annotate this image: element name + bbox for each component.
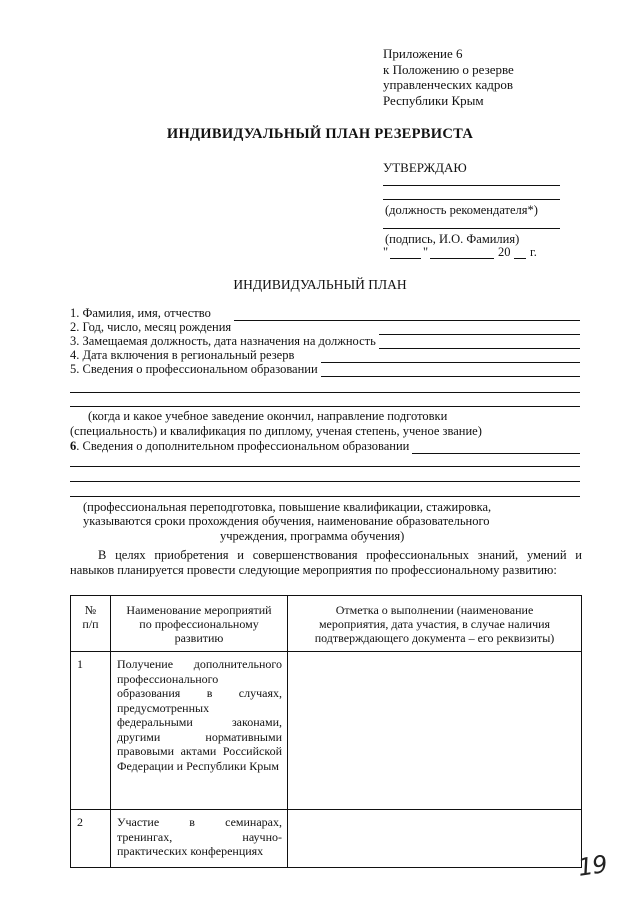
row-number: 2: [71, 810, 111, 868]
education-note: (специальность) и квалификация по диплому, ученая степень, ученое звание): [70, 424, 482, 438]
row-number: 1: [71, 652, 111, 810]
document-title: ИНДИВИДУАЛЬНЫЙ ПЛАН РЕЗЕРВИСТА: [166, 126, 474, 142]
field-full-name: 1. Фамилия, имя, отчество: [70, 306, 214, 321]
field-reserve-date: 4. Дата включения в региональный резерв: [70, 348, 297, 363]
table-row: [71, 652, 582, 810]
field-additional-education: [70, 439, 412, 454]
additional-note: учреждения, программа обучения): [220, 529, 405, 543]
approval-heading: УТВЕРЖДАЮ: [383, 160, 467, 175]
field-education: 5. Сведения о профессиональном образовании: [70, 362, 321, 377]
signature-line: [383, 228, 560, 229]
table-row: [71, 810, 582, 868]
date-close-quote: ": [423, 245, 429, 259]
table-header-row: [71, 596, 582, 652]
appendix-line: к Положению о резерве: [383, 61, 514, 77]
additional-note: указываются сроки прохождения обучения, наименование образовательного: [83, 514, 490, 528]
blank-line: [70, 496, 580, 497]
appendix-reference: [383, 46, 583, 108]
plan-subtitle: ИНДИВИДУАЛЬНЫЙ ПЛАН: [233, 277, 407, 292]
month-blank: [430, 258, 494, 259]
header-activity: Наименование мероприятий по профессиональному развитию: [111, 596, 288, 652]
blank-line: [70, 466, 580, 467]
appendix-line: Приложение 6: [383, 46, 463, 61]
row-completion-mark[interactable]: [288, 810, 582, 868]
row-activity: Получение дополнительного профессионального образования в случаях, предусмотренных федеральными законами, другими нормативными правовыми актами Российской Федерации и Республики Крым: [111, 652, 288, 810]
additional-note: (профессиональная переподготовка, повышение квалификации, стажировка,: [83, 500, 492, 514]
intro-paragraph: В целях приобретения и совершенствования профессиональных знаний, умений и навыков планируется провести следующие мероприятия по профессиональному развитию:: [70, 548, 582, 577]
header-completion-mark: Отметка о выполнении (наименование мероприятия, дата участия, в случае наличия подтверждающего документа – его реквизиты): [288, 596, 582, 652]
field-birth-date: 2. Год, число, месяц рождения: [70, 320, 234, 335]
date-open-quote: ": [383, 245, 389, 259]
header-number: № п/п: [71, 596, 111, 652]
signature-caption: (подпись, И.О. Фамилия): [385, 232, 520, 246]
development-plan-table: [70, 595, 582, 868]
year-suffix: г.: [530, 245, 537, 259]
year-prefix: 20: [498, 245, 511, 259]
education-note: (когда и какое учебное заведение окончил, направление подготовки: [88, 409, 448, 423]
row-completion-mark[interactable]: [288, 652, 582, 810]
blank-line: [70, 392, 580, 393]
position-caption: (должность рекомендателя*): [385, 203, 538, 217]
field-number: 6: [70, 439, 77, 453]
field-position: 3. Замещаемая должность, дата назначения на должность: [70, 334, 379, 349]
position-line: [383, 199, 560, 200]
row-activity: Участие в семинарах, тренингах, научно-практических конференциях: [111, 810, 288, 868]
blank-line: [70, 406, 580, 407]
approval-line: [383, 185, 560, 186]
blank-line: [70, 481, 580, 482]
handwritten-page-number: 19: [576, 850, 609, 882]
field-label: . Сведения о дополнительном профессиональном образовании: [76, 439, 410, 453]
appendix-line: управленческих кадров: [383, 77, 513, 92]
day-blank: [390, 258, 421, 259]
appendix-line: Республики Крым: [383, 92, 484, 108]
year-blank: [514, 258, 526, 259]
